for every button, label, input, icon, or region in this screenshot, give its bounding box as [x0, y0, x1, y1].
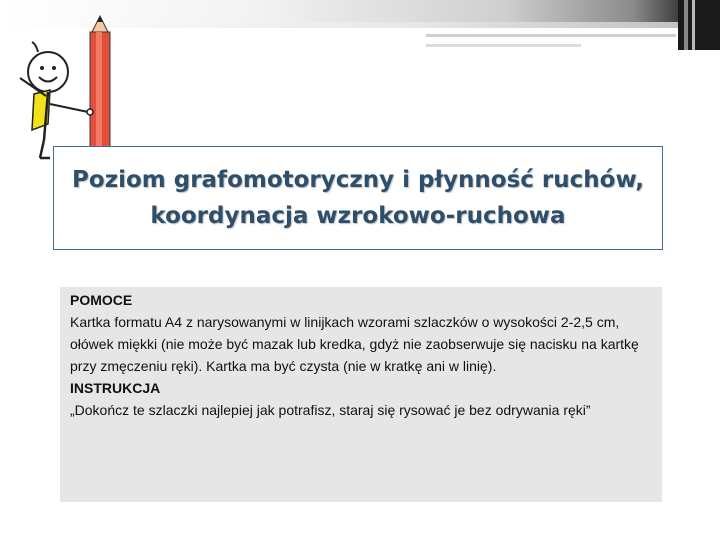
instructions-text: „Dokończ te szlaczki najlepiej jak potrafisz, staraj się rysować je bez odrywania ręki”	[70, 402, 591, 418]
instructions-heading: INSTRUKCJA	[70, 380, 161, 396]
slide-title-line-1: Poziom grafomotoryczny i płynność ruchów,	[72, 167, 644, 193]
materials-heading: POMOCE	[70, 292, 133, 308]
decorative-corner-block	[678, 0, 720, 50]
pencil-character-icon	[10, 12, 130, 162]
decorative-line	[426, 34, 676, 37]
content-box	[60, 287, 662, 502]
slide-title-box	[53, 146, 663, 250]
decorative-line	[426, 44, 581, 47]
slide-title	[64, 162, 652, 234]
slide-title-line-2: koordynacja wzrokowo-ruchowa	[150, 203, 566, 229]
materials-text: Kartka formatu A4 z narysowanymi w linijkach wzorami szlaczków o wysokości 2-2,5 cm, ołówek miękki (nie może być mazak lub kredka, gdyż nie zaobserwuje się nacisku na kartkę przy zmęczeniu ręki). Kartka ma być czysta (nie w kratkę ani w linię).	[70, 314, 639, 374]
